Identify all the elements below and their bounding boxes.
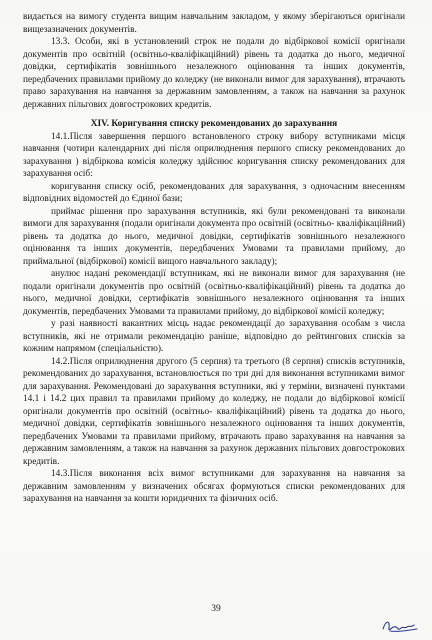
page-body [23, 11, 405, 506]
section-heading: XIV. Коригування списку рекомендованих до зарахування [90, 119, 338, 129]
paragraph-vacant-places: у разі наявності вакантних місць надає рекомендації до зарахування особам з числа вступників, які не отримали рекомендацію раніше, відповідно до рейтингових списків за кожним напрямом (спеціальністю). [23, 319, 405, 354]
paragraph-14-2: 14.2.Після оприлюднення другого (5 серпня) та третього (8 серпня) списків вступників, рекомендованих до зарахування, встановлюється по три дні для виконання вступниками вимог для зарахування. Рекомендовані до зарахування вступники, які у терміни, визначені пунктами 14.1 і 14.2 цих правил та правилами прийому до коледжу, не подали до відбіркової комісії оригінали документів про освітній (освітньо- кваліфікаційний) рівень та додатка до нього, медичної довідки, сертифікатів зовнішнього незалежного оцінювання та інших документів, передбачених Умовами та правилами прийому, втрачають право зарахування на навчання за державним замовленням, а також на навчання за рахунок державних пільгових довгострокових кредитів. [23, 356, 405, 467]
paragraph-14-1: 14.1.Після завершення першого встановленого строку вибору вступниками місця навчання (чотири календарних дні після оприлюднення першого списку рекомендованих до зарахування ) відбіркова комісія коледжу здійснює коригування списку рекомендованих для зарахування осіб: [23, 131, 405, 179]
paragraph-continuation: видається на вимогу студента вищим навчальним закладом, у якому зберігаються оригінали вищезазначених документів. [23, 12, 405, 35]
page-number: 39 [211, 604, 221, 614]
paragraph-admission-decision: приймає рішення про зарахування вступників, які були рекомендовані та виконали вимоги для зарахування (подали оригінали документа про освітній (освітньо- кваліфікаційний) рівень та додатка до нього, медичної довідки, сертифікатів зовнішнього незалежного оцінювання та інших документів, передбачених Умовами та правилами прийому, до приймальної (відбіркової) комісії вищого навчального закладу); [23, 206, 405, 267]
paragraph-correction: коригування списку осіб, рекомендованих для зарахування, з одночасним внесенням відповідних відомостей до Єдиної бази; [23, 181, 405, 204]
paragraph-annul-recommendations: анулює надані рекомендації вступникам, які не виконали вимог для зарахування (не подали оригінали документів про освітній (освітньо-кваліфікаційний) рівень та додатка до нього, медичної довідки, сертифікатів зовнішнього незалежного оцінювання та інших документів, передбачених Умовами та правилами прийому, до відбіркової комісії коледжу; [23, 269, 405, 317]
signature-mark [380, 616, 420, 636]
paragraph-14-3: 14.3.Після виконання всіх вимог вступниками для зарахування на навчання за державним замовленням у визначених обсягах формуються списки рекомендованих для зарахування на навчання за кошти юридичних та фізичних осіб. [23, 469, 405, 504]
paragraph-13-3: 13.3. Особи, які в установлений строк не подали до відбіркової комісії оригінали документів про освітній (освітньо-кваліфікаційний) рівень та додатка до нього, медичної довідки, сертифікатів зовнішнього незалежного оцінювання та інших документів, передбачених правилами прийому до коледжу (не виконали вимог для зарахування), втрачають право зарахування на навчання за державним замовленням, а також на навчання за рахунок державних пільгових довгострокових кредитів. [23, 37, 405, 110]
